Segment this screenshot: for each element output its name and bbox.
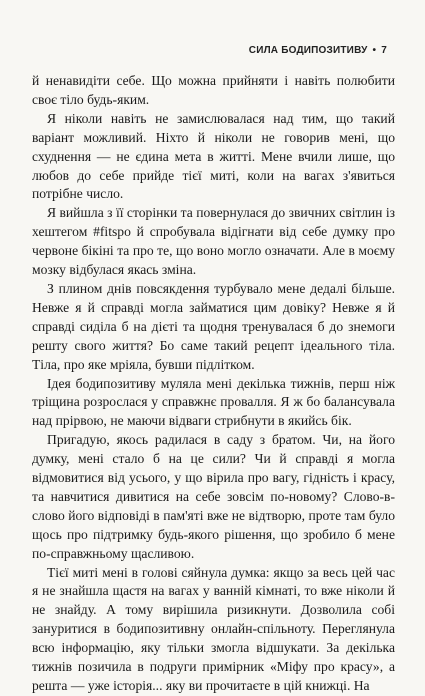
paragraph: З плином днів повсякдення турбувало мене дедалі більше. Невже я й справді могла займатися цим довіку? Невже я й справді сиділа б на дієті та щодня тренувалася б до знемоги решту свого життя? Бо саме такий рецепт ідеального тіла. Тіла, про яке мріяла, бувши підлітком. — [32, 280, 395, 372]
paragraph: Пригадую, якось радилася в саду з братом. Чи, на його думку, мені стало б на це сили? Чи й справді я могла відмовитися від усього, у що вірила про вагу, гідність і красу, та навчитися дивитися на себе зовсім по-новому? Слово-в-слово його відповіді в пам'яті вже не відтворю, проте там було щось про підтримку будь-якого рішення, що зробило б мене по-справжньому щасливою. — [32, 432, 395, 561]
paragraph: й ненавидіти себе. Що можна прийняти і навіть полюбити своє тіло будь-яким. — [32, 73, 395, 107]
paragraph: Я вийшла з її сторінки та повернулася до звичних світлин із хештегом #fitspo й спробувала відігнати від себе думку про червоне бікіні та про те, що воно могло означати. Але в моєму мозку відбулася якась зміна. — [32, 205, 395, 278]
paragraph: Я ніколи навіть не замислювалася над тим, що такий варіант можливий. Ніхто й ніколи не говорив мені, що схуднення — не єдина мета в житті. Мене вчили лише, що любов до себе прийде тієї миті, коли на вагах з'явиться потрібне число. — [32, 110, 395, 202]
body-text — [32, 72, 395, 696]
paragraph: Тієї миті мені в голові сяйнула думка: якщо за весь цей час я не знайшла щастя на вагах у ванній кімнаті, то вже ніколи й не знайду. А тому вирішила ризикнути. Дозволила собі зануритися в бодипозитивну онлайн-спільноту. Переглянула всю інформацію, яку тільки змогла відшукати. За декілька тижнів позичила в подруги примірник «Міфу про красу», а решта — уже історія... яку ви прочитаєте в цій книжці. На — [32, 564, 395, 693]
page-number: 7 — [381, 45, 387, 56]
paragraph: Ідея бодипозитиву муляла мені декілька тижнів, перш ніж тріщина розрослася у справжнє провалля. Я ж бо балансувала над прірвою, не маючи відваги стрибнути в якийсь бік. — [32, 375, 395, 429]
running-header — [249, 45, 387, 56]
header-separator: • — [372, 45, 377, 56]
section-title: СИЛА БОДИПОЗИТИВУ — [248, 45, 368, 56]
